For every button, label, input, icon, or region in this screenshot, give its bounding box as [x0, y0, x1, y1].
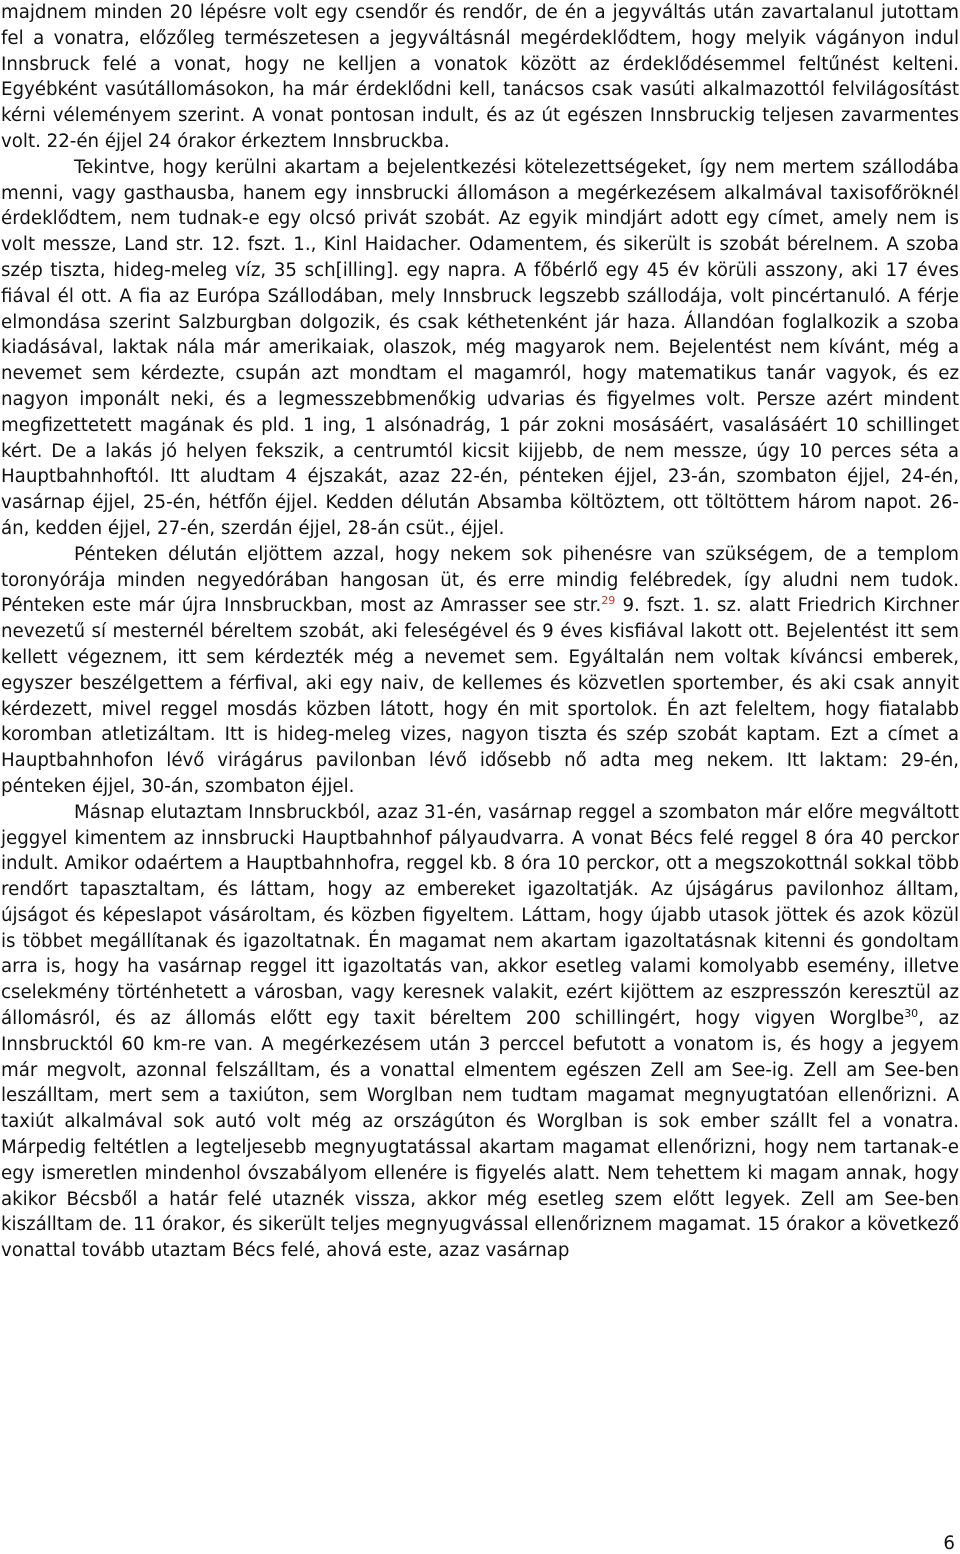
page-number: 6	[943, 1533, 955, 1554]
footnote-reference-30[interactable]: 30	[904, 1007, 919, 1021]
paragraph-3-text-after-footnote: 9. fszt. 1. sz. alatt Friedrich Kirchner nevezetű sí mesternél béreltem szobát, aki feleségével és 9 éves kisfiával lakott ott. Bejelentést itt sem kellett végeznem, itt sem kérdezték még a nevemet sem. Egyáltalán nem voltak kíváncsi emberek, egyszer beszélgettem a férfival, aki egy naiv, de kellemes és közvetlen sportember, és aki csak annyit kérdezett, mivel reggel mosdás közben látott, hogy én mit sportolok. Én azt feleltem, hogy fiatalabb koromban atletizáltam. Itt is hideg-meleg vizes, nagyon tiszta és szép szobát kaptam. Ezt a címet a Hauptbahnhofon lévő virágárus pavilonban lévő idősebb nő adta meg nekem. Itt laktam: 29-én, pénteken éjjel, 30-án, szombaton éjjel.	[1, 595, 959, 797]
paragraph-1: majdnem minden 20 lépésre volt egy csendőr és rendőr, de én a jegyváltás után zavartalanul jutottam fel a vonatra, előzőleg természetesen a jegyváltásnál megérdeklődtem, hogy melyik vágányon indul Innsbruck felé a vonat, hogy ne kelljen a vonatok között az érdeklődésemmel feltűnést kelteni. Egyébként vasútállomásokon, ha már érdeklődni kell, tanácsos csak vasúti alkalmazottól felvilágosítást kérni véleményem szerint. A vonat pontosan indult, és az út egészen Innsbruckig teljesen zavarmentes volt. 22-én éjjel 24 órakor érkeztem Innsbruckba.	[1, 2, 959, 152]
paragraph-3-text-before-footnote: Pénteken délután eljöttem azzal, hogy nekem sok pihenésre van szükségem, de a templom toronyórája minden negyedórában hangosan üt, és erre mindig felébredek, így aludni nem tudok. Pénteken este már újra Innsbruckban, most az Amrasser see str.	[1, 543, 959, 617]
paragraph-4	[1, 800, 959, 1264]
paragraph-4-text-before-footnote: Másnap elutaztam Innsbruckból, azaz 31-én, vasárnap reggel a szombaton már előre megváltott jeggyel kimentem az innsbrucki Hauptbahnhof pályaudvarra. A vonat Bécs felé reggel 8 óra 40 perckor indult. Amikor odaértem a Hauptbahnhofra, reggel kb. 8 óra 10 perckor, ott a megszokottnál sokkal több rendőrt tapasztaltam, és láttam, hogy az embereket igazoltatják. Az újságárus pavilonhoz álltam, újságot és képeslapot vásároltam, és közben figyeltem. Láttam, hogy újabb utasok jöttek és azok közül is többet megállítanak és igazoltatnak. Én magamat nem akartam igazoltatásnak kitenni és gondoltam arra is, hogy ha vasárnap reggel itt igazoltatás van, akkor esetleg valami komolyabb esemény, illetve cselekmény történhetett a városban, vagy keresnek valakit, ezért kijöttem az eszpresszón keresztül az állomásról, és az állomás előtt egy taxit béreltem 200 schillingért, hogy vigyen Worglbe	[1, 801, 959, 1030]
paragraph-4-text-after-footnote: , az Innsbrucktól 60 km-re van. A megérkezésem után 3 perccel befutott a vonatom is, és hogy a jegyem már megvolt, azonnal felszálltam, és a vonattal elmentem egészen Zell am See-ig. Zell am See-ben leszálltam, mert sem a taxiúton, sem Worglban nem tudtam magamat megnyugtatóan ellenőrizni. A taxiút alkalmával sok autó volt még az országúton és Worglban is sok ember szállt fel a vonatra. Márpedig feltétlen a legteljesebb megnyugtatással akartam magamat ellenőrizni, hogy nem tartanak-e egy ismeretlen mindenhol óvszabályom ellenére is figyelés alatt. Nem tehettem ki magam annak, hogy akikor Bécsből a határ felé utaznék vissza, akkor még esetleg szem előtt legyek. Zell am See-ben kiszálltam de. 11 órakor, és sikerült teljes megnyugvással ellenőriznem magamat. 15 órakor a következő vonattal tovább utaztam Bécs felé, ahová este, azaz vasárnap	[1, 1008, 959, 1262]
footnote-reference-29[interactable]: 29	[601, 594, 616, 608]
paragraph-2: Tekintve, hogy kerülni akartam a bejelentkezési kötelezettségeket, így nem mertem szállodába menni, vagy gasthausba, hanem egy innsbrucki állomáson a megérkezésem alkalmával taxisofőröknél érdeklődtem, nem tudnak-e egy olcsó privát szobát. Az egyik mindjárt adott egy címet, amely nem is volt messze, Land str. 12. fszt. 1., Kinl Haidacher. Odamentem, és sikerült is szobát bérelnem. A szoba szép tiszta, hideg-meleg víz, 35 sch[illing]. egy napra. A főbérlő egy 45 év körüli asszony, aki 17 éves fiával él ott. A fia az Európa Szállodában, mely Innsbruck legszebb szállodája, volt pincértanuló. A férje elmondása szerint Salzburgban dolgozik, és csak kéthetenként jár haza. Állandóan foglalkozik a szoba kiadásával, laktak nála már amerikaiak, olaszok, még magyarok nem. Bejelentést nem kívánt, még a nevemet sem kérdezte, csupán azt mondtam el magamról, hogy matematikus tanár vagyok, és ez nagyon imponált neki, és a legmesszebbmenőkig udvarias és figyelmes volt. Persze azért mindent megfizettetett magának és pld. 1 ing, 1 alsónadrág, 1 pár zokni mosásáért, vasalásáért 10 schillinget kért. De a lakás jó helyen fekszik, a centrumtól kicsit kijjebb, de nem messze, úgy 10 perces séta a Hauptbahnhoftól. Itt aludtam 4 éjszakát, azaz 22-én, pénteken éjjel, 23-án, szombaton éjjel, 24-én, vasárnap éjjel, 25-én, hétfőn éjjel. Kedden délután Absamba költöztem, ott töltöttem három napot. 26-án, kedden éjjel, 27-én, szerdán éjjel, 28-án csüt., éjjel.	[1, 156, 959, 539]
paragraph-3	[1, 542, 959, 800]
